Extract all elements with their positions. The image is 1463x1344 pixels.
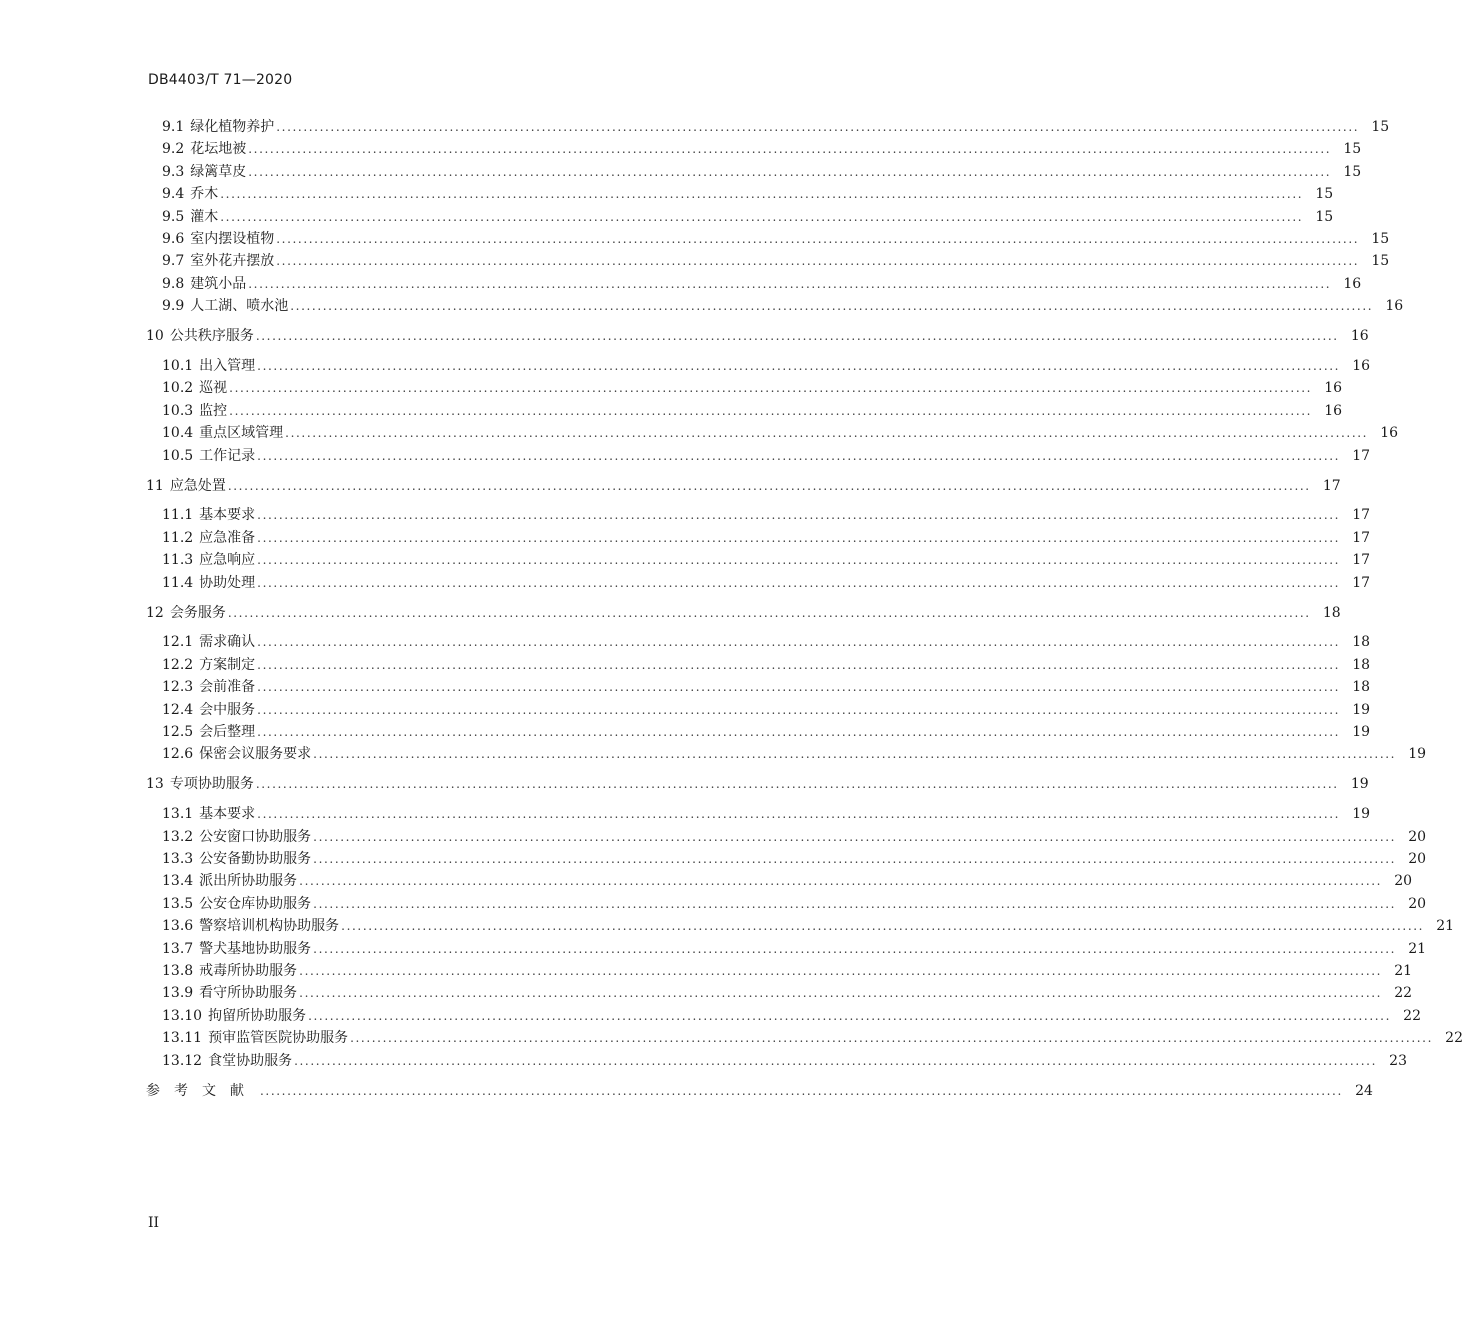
toc-section-entry[interactable] xyxy=(162,895,1427,913)
toc-section-entry[interactable] xyxy=(162,872,1413,890)
toc-dot-leader: ........................................................................................................................................................................................................ xyxy=(313,852,1397,866)
toc-section-entry[interactable] xyxy=(162,118,1390,136)
toc-entry-number: 10.4 xyxy=(162,425,194,442)
toc-entry-title: 重点区域管理 xyxy=(199,425,284,442)
toc-entry-page: 15 xyxy=(1343,141,1362,158)
toc-entry-page: 20 xyxy=(1408,828,1427,845)
toc-entry-page: 19 xyxy=(1352,724,1371,740)
toc-entry-page: 16 xyxy=(1385,298,1404,315)
toc-dot-leader: ........................................................................................................................................................................................................ xyxy=(248,164,1332,179)
toc-dot-leader: ........................................................................................................................................................................................................ xyxy=(229,381,1313,396)
toc-dot-leader: ........................................................................................................................................................................................................ xyxy=(294,1053,1377,1068)
toc-entry-page: 22 xyxy=(1394,985,1413,1002)
toc-section-entry[interactable] xyxy=(162,275,1362,293)
toc-dot-leader: ........................................................................................................................................................................................................ xyxy=(313,941,1397,956)
toc-entry-number: 13.6 xyxy=(162,918,194,935)
toc-chapter-entry[interactable] xyxy=(146,604,1341,622)
toc-entry-number: 13.5 xyxy=(162,895,194,912)
toc-entry-page: 15 xyxy=(1343,163,1362,180)
toc-entry-title: 花坛地被 xyxy=(190,141,247,158)
toc-entry-title: 会前准备 xyxy=(199,679,256,696)
toc-entry-page: 20 xyxy=(1408,851,1427,867)
toc-entry-page: 15 xyxy=(1315,208,1334,225)
toc-entry-number: 12 xyxy=(146,604,164,621)
toc-entry-title: 公共秩序服务 xyxy=(169,328,254,345)
toc-dot-leader: ........................................................................................................................................................................................................ xyxy=(257,635,1341,650)
toc-entry-number: 10.1 xyxy=(162,358,194,374)
toc-dot-leader: ........................................................................................................................................................................................................ xyxy=(257,680,1341,695)
toc-section-entry[interactable] xyxy=(162,379,1343,397)
toc-dot-leader: ........................................................................................................................................................................................................ xyxy=(299,964,1383,978)
toc-section-entry[interactable] xyxy=(162,701,1371,719)
toc-entry-number: 11.2 xyxy=(162,529,194,546)
toc-section-entry[interactable] xyxy=(162,252,1390,270)
toc-chapter-entry[interactable] xyxy=(146,775,1369,793)
toc-dot-leader: ........................................................................................................................................................................................................ xyxy=(227,605,1311,620)
toc-dot-leader: ........................................................................................................................................................................................................ xyxy=(276,232,1360,246)
toc-entry-number: 13.9 xyxy=(162,985,194,1002)
toc-entry-title: 看守所协助服务 xyxy=(199,985,298,1002)
toc-dot-leader: ........................................................................................................................................................................................................ xyxy=(313,747,1397,762)
toc-section-entry[interactable] xyxy=(162,140,1362,158)
toc-entry-title: 绿篱草皮 xyxy=(190,163,247,180)
toc-entry-page: 19 xyxy=(1352,701,1371,718)
toc-entry-page: 21 xyxy=(1436,918,1455,935)
toc-entry-page: 16 xyxy=(1380,425,1399,442)
toc-entry-page: 19 xyxy=(1408,746,1427,763)
toc-entry-title: 戒毒所协助服务 xyxy=(199,963,298,979)
toc-entry-title: 应急处置 xyxy=(169,477,226,494)
toc-entry-number: 9.8 xyxy=(162,275,185,292)
toc-entry-number: 9.6 xyxy=(162,231,185,247)
toc-entry-number: 13.12 xyxy=(162,1052,203,1069)
toc-entry-page: 16 xyxy=(1324,402,1343,419)
toc-entry-page: 20 xyxy=(1394,873,1413,890)
toc-entry-title: 应急准备 xyxy=(199,529,256,546)
toc-section-entry[interactable] xyxy=(162,424,1399,442)
toc-entry-number: 10.5 xyxy=(162,447,194,464)
toc-entry-number: 9.7 xyxy=(162,253,185,270)
toc-entry-number: 12.5 xyxy=(162,724,194,740)
toc-entry-page: 20 xyxy=(1408,895,1427,912)
toc-entry-number: 13.2 xyxy=(162,828,194,845)
toc-entry-title: 基本要求 xyxy=(199,806,256,823)
toc-entry-number: 13.1 xyxy=(162,806,194,823)
toc-entry-page: 17 xyxy=(1352,574,1371,591)
toc-entry-title: 预审监管医院协助服务 xyxy=(208,1030,349,1047)
toc-entry-number: 13.7 xyxy=(162,940,194,957)
toc-entry-page: 16 xyxy=(1324,380,1343,397)
toc-dot-leader: ........................................................................................................................................................................................................ xyxy=(257,575,1341,590)
toc-entry-page: 18 xyxy=(1322,604,1341,621)
toc-chapter-entry[interactable] xyxy=(146,327,1369,345)
toc-entry-title: 会务服务 xyxy=(169,604,226,621)
toc-entry-page: 17 xyxy=(1352,552,1371,569)
toc-section-entry[interactable] xyxy=(162,529,1371,547)
toc-entry-title: 拘留所协助服务 xyxy=(208,1007,307,1024)
toc-section-entry[interactable] xyxy=(162,208,1334,226)
toc-dot-leader: ........................................................................................................................................................................................................ xyxy=(290,299,1374,314)
toc-entry-page: 21 xyxy=(1408,940,1427,957)
toc-entry-number: 12.6 xyxy=(162,746,194,763)
toc-entry-title: 参考文献 xyxy=(146,1082,258,1099)
toc-entry-title: 巡视 xyxy=(199,380,228,397)
page-number: II xyxy=(148,1215,160,1231)
document-code: DB4403/T 71—2020 xyxy=(148,72,293,88)
toc-entry-title: 出入管理 xyxy=(199,358,256,374)
toc-entry-page: 16 xyxy=(1350,328,1369,345)
toc-entry-page: 18 xyxy=(1352,634,1371,651)
toc-entry-page: 15 xyxy=(1371,119,1390,135)
toc-entry-page: 22 xyxy=(1403,1007,1421,1024)
toc-entry-page: 22 xyxy=(1445,1030,1463,1047)
toc-dot-leader: ........................................................................................................................................................................................................ xyxy=(285,426,1369,441)
toc-section-entry[interactable] xyxy=(162,574,1371,592)
toc-entry-title: 工作记录 xyxy=(199,447,256,464)
toc-dot-leader: ........................................................................................................................................................................................................ xyxy=(227,478,1311,493)
toc-dot-leader: ........................................................................................................................................................................................................ xyxy=(248,276,1332,291)
toc-entry-title: 警察培训机构协助服务 xyxy=(199,918,340,935)
toc-entry-title: 公安窗口协助服务 xyxy=(199,828,312,845)
toc-dot-leader: ........................................................................................................................................................................................................ xyxy=(257,725,1341,739)
toc-entry-page: 15 xyxy=(1315,186,1334,203)
toc-entry-title: 专项协助服务 xyxy=(169,776,254,793)
toc-entry-number: 10.3 xyxy=(162,402,194,419)
toc-dot-leader: ........................................................................................................................................................................................................ xyxy=(276,120,1360,134)
toc-dot-leader: ........................................................................................................................................................................................................ xyxy=(257,508,1341,523)
toc-dot-leader: ........................................................................................................................................................................................................ xyxy=(255,329,1339,344)
toc-entry-title: 应急响应 xyxy=(199,552,256,569)
toc-section-entry[interactable] xyxy=(162,805,1371,823)
toc-section-entry[interactable] xyxy=(162,633,1371,651)
toc-dot-leader: ........................................................................................................................................................................................................ xyxy=(276,254,1360,269)
toc-entry-page: 21 xyxy=(1394,963,1413,979)
toc-entry-number: 11.1 xyxy=(162,507,194,524)
toc-entry-number: 12.3 xyxy=(162,679,194,696)
toc-dot-leader: ........................................................................................................................................................................................................ xyxy=(350,1031,1433,1046)
toc-entry-number: 11.4 xyxy=(162,574,194,591)
toc-entry-number: 12.4 xyxy=(162,701,194,718)
toc-entry-page: 17 xyxy=(1322,477,1341,494)
toc-section-entry[interactable] xyxy=(162,297,1404,315)
toc-entry-title: 派出所协助服务 xyxy=(199,873,298,890)
toc-entry-title: 灌木 xyxy=(190,208,219,225)
toc-entry-page: 23 xyxy=(1389,1052,1407,1069)
toc-entry-title: 基本要求 xyxy=(199,507,256,524)
toc-entry-number: 13 xyxy=(146,776,164,793)
toc-section-entry[interactable] xyxy=(162,185,1334,203)
toc-entry-title: 会后整理 xyxy=(199,724,256,740)
toc-section-entry[interactable] xyxy=(162,828,1427,846)
toc-dot-leader: ........................................................................................................................................................................................................ xyxy=(313,896,1397,911)
toc-entry-page: 18 xyxy=(1352,679,1371,696)
toc-entry-page: 15 xyxy=(1371,253,1390,270)
toc-entry-number: 13.8 xyxy=(162,963,194,979)
toc-entry-title: 保密会议服务要求 xyxy=(199,746,312,763)
toc-entry-title: 会中服务 xyxy=(199,701,256,718)
toc-entry-number: 11.3 xyxy=(162,552,194,569)
toc-entry-page: 16 xyxy=(1343,275,1362,292)
toc-entry-title: 方案制定 xyxy=(199,656,256,673)
toc-entry-page: 17 xyxy=(1352,447,1371,464)
toc-entry-number: 9.4 xyxy=(162,186,185,203)
toc-section-entry[interactable] xyxy=(162,940,1427,958)
toc-dot-leader: ........................................................................................................................................................................................................ xyxy=(229,403,1313,418)
toc-entry-page: 24 xyxy=(1355,1082,1373,1099)
toc-dot-leader: ........................................................................................................................................................................................................ xyxy=(257,530,1341,545)
toc-section-entry[interactable] xyxy=(162,447,1371,465)
toc-entry-title: 建筑小品 xyxy=(190,275,247,292)
toc-dot-leader: ........................................................................................................................................................................................................ xyxy=(299,986,1383,1001)
toc-entry-page: 16 xyxy=(1352,358,1371,374)
toc-entry-page: 18 xyxy=(1352,656,1371,673)
toc-dot-leader: ........................................................................................................................................................................................................ xyxy=(220,209,1304,224)
toc-entry-number: 13.10 xyxy=(162,1007,203,1024)
toc-dot-leader: ........................................................................................................................................................................................................ xyxy=(308,1008,1391,1023)
toc-dot-leader: ........................................................................................................................................................................................................ xyxy=(257,702,1341,717)
toc-dot-leader: ........................................................................................................................................................................................................ xyxy=(299,874,1383,889)
toc-dot-leader: ........................................................................................................................................................................................................ xyxy=(248,142,1332,157)
toc-entry-number: 10 xyxy=(146,328,164,345)
toc-section-entry[interactable] xyxy=(162,402,1343,420)
toc-section-entry[interactable] xyxy=(162,1029,1463,1047)
toc-entry-number: 13.4 xyxy=(162,873,194,890)
toc-entry-page: 17 xyxy=(1352,529,1371,546)
toc-section-entry[interactable] xyxy=(162,357,1371,375)
toc-entry-number: 9.9 xyxy=(162,298,185,315)
toc-dot-leader: ........................................................................................................................................................................................................ xyxy=(257,553,1341,568)
toc-entry-page: 17 xyxy=(1352,507,1371,524)
toc-entry-title: 人工湖、喷水池 xyxy=(190,298,289,315)
toc-section-entry[interactable] xyxy=(162,745,1427,763)
toc-entry-page: 19 xyxy=(1352,806,1371,823)
toc-entry-page: 15 xyxy=(1371,231,1390,247)
toc-chapter-entry[interactable] xyxy=(146,1082,1373,1100)
toc-section-entry[interactable] xyxy=(162,678,1371,696)
toc-entry-title: 监控 xyxy=(199,402,228,419)
toc-dot-leader: ........................................................................................................................................................................................................ xyxy=(220,187,1304,202)
toc-entry-title: 公安备勤协助服务 xyxy=(199,851,312,867)
toc-entry-title: 协助处理 xyxy=(199,574,256,591)
toc-section-entry[interactable] xyxy=(162,984,1413,1002)
toc-entry-title: 公安仓库协助服务 xyxy=(199,895,312,912)
toc-section-entry[interactable] xyxy=(162,1007,1421,1025)
toc-entry-number: 11 xyxy=(146,477,164,494)
toc-section-entry[interactable] xyxy=(162,506,1371,524)
toc-dot-leader: ........................................................................................................................................................................................................ xyxy=(255,777,1339,792)
toc-entry-number: 12.1 xyxy=(162,634,194,651)
toc-entry-title: 食堂协助服务 xyxy=(208,1052,293,1069)
toc-entry-number: 9.2 xyxy=(162,141,185,158)
toc-dot-leader: ........................................................................................................................................................................................................ xyxy=(257,807,1341,822)
toc-section-entry[interactable] xyxy=(162,723,1371,741)
toc-section-entry[interactable] xyxy=(162,962,1413,980)
toc-entry-number: 9.1 xyxy=(162,119,185,135)
toc-dot-leader: ........................................................................................................................................................................................................ xyxy=(341,919,1425,934)
toc-section-entry[interactable] xyxy=(162,917,1455,935)
toc-entry-title: 乔木 xyxy=(190,186,219,203)
toc-entry-title: 室内摆设植物 xyxy=(190,231,275,247)
toc-section-entry[interactable] xyxy=(162,1052,1407,1070)
toc-entry-number: 9.3 xyxy=(162,163,185,180)
toc-chapter-entry[interactable] xyxy=(146,477,1341,495)
toc-section-entry[interactable] xyxy=(162,163,1362,181)
toc-entry-number: 13.3 xyxy=(162,851,194,867)
toc-dot-leader: ........................................................................................................................................................................................................ xyxy=(257,359,1341,373)
toc-entry-number: 12.2 xyxy=(162,656,194,673)
toc-entry-page: 19 xyxy=(1350,776,1369,793)
toc-dot-leader: ........................................................................................................................................................................................................ xyxy=(257,448,1341,463)
toc-dot-leader: ........................................................................................................................................................................................................ xyxy=(257,657,1341,672)
toc-entry-title: 警犬基地协助服务 xyxy=(199,940,312,957)
toc-section-entry[interactable] xyxy=(162,551,1371,569)
toc-entry-number: 9.5 xyxy=(162,208,185,225)
toc-section-entry[interactable] xyxy=(162,230,1390,248)
toc-section-entry[interactable] xyxy=(162,656,1371,674)
toc-dot-leader: ........................................................................................................................................................................................................ xyxy=(313,829,1397,844)
toc-dot-leader: ........................................................................................................................................................................................................ xyxy=(260,1083,1343,1098)
toc-entry-title: 室外花卉摆放 xyxy=(190,253,275,270)
toc-entry-title: 需求确认 xyxy=(199,634,256,651)
toc-section-entry[interactable] xyxy=(162,850,1427,868)
toc-entry-number: 10.2 xyxy=(162,380,194,397)
toc-entry-title: 绿化植物养护 xyxy=(190,119,275,135)
toc-entry-number: 13.11 xyxy=(162,1030,203,1047)
